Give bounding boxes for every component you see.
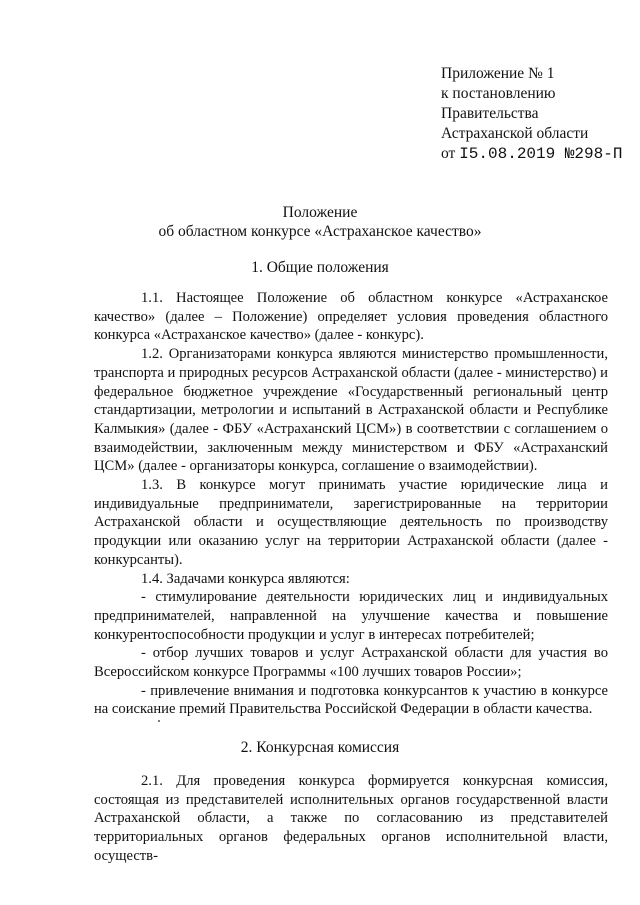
section-2-heading: 2. Конкурсная комиссия <box>240 739 400 756</box>
task-item-2: - отбор лучших товаров и услуг Астраханской области для участия во Всероссийском конкурсе Программы «100 лучших товаров России»; <box>94 645 608 681</box>
appendix-date-prefix: от <box>441 145 460 162</box>
paragraph-1-1: 1.1. Настоящее Положение об областном конкурсе «Астраханское качество» (далее – Положение) определяет условия проведения областного конкурса «Астраханское качество» (далее - конкурс). <box>94 290 608 344</box>
scan-speck <box>158 720 160 722</box>
task-item-3: - привлечение внимания и подготовка конкурсантов к участию в конкурсе на соискание премий Правительства Российской Федерации в области качества. <box>94 682 608 718</box>
appendix-line-2: к постановлению <box>441 85 556 102</box>
section-1-heading: 1. Общие положения <box>251 259 389 276</box>
appendix-block <box>441 64 622 164</box>
paragraph-2-1: 2.1. Для проведения конкурса формируется конкурсная комиссия, состоящая из представителей исполнительных органов государственной власти Астраханской области, а также по согласованию из представителей территориальных органов федеральных органов исполнительной власти, осуществ- <box>94 773 608 864</box>
section-2-body <box>94 772 608 866</box>
appendix-line-5 <box>441 144 622 164</box>
appendix-line-4: Астраханской области <box>441 125 589 142</box>
paragraph-1-4: 1.4. Задачами конкурса являются: <box>141 570 350 587</box>
paragraph-1-2: 1.2. Организаторами конкурса являются министерство промышленности, транспорта и природных ресурсов Астраханской области (далее - министерство) и федеральное бюджетное учреждение «Государственный региональный центр стандартизации, метрологии и испытаний в Астраханской области и Республике Калмыкия» (далее - ФБУ «Астраханский ЦСМ») в соответствии с соглашением о взаимодействии, заключенным между министерством и ФБУ «Астраханский ЦСМ» (далее - организаторы конкурса, соглашение о взаимодействии). <box>94 346 608 475</box>
title-line-2: об областном конкурсе «Астраханское качество» <box>158 223 482 240</box>
appendix-line-1: Приложение № 1 <box>441 65 555 82</box>
section-1-body <box>94 289 608 719</box>
task-item-1: - стимулирование деятельности юридических лиц и индивидуальных предпринимателей, направленной на улучшение качества и повышение конкурентоспособности продукции и услуг в интересах потребителей; <box>94 589 608 643</box>
appendix-line-3: Правительства <box>441 105 539 122</box>
paragraph-1-3: 1.3. В конкурсе могут принимать участие юридические лица и индивидуальные предприниматели, зарегистрированные на территории Астраханской области и осуществляющие деятельность по производству продукции или оказанию услуг на территории Астраханской области (далее - конкурсанты). <box>94 477 608 568</box>
appendix-date-stamp: I5.08.2019 №298-П <box>459 145 623 163</box>
title-line-1: Положение <box>282 204 358 221</box>
document-title <box>0 203 640 241</box>
